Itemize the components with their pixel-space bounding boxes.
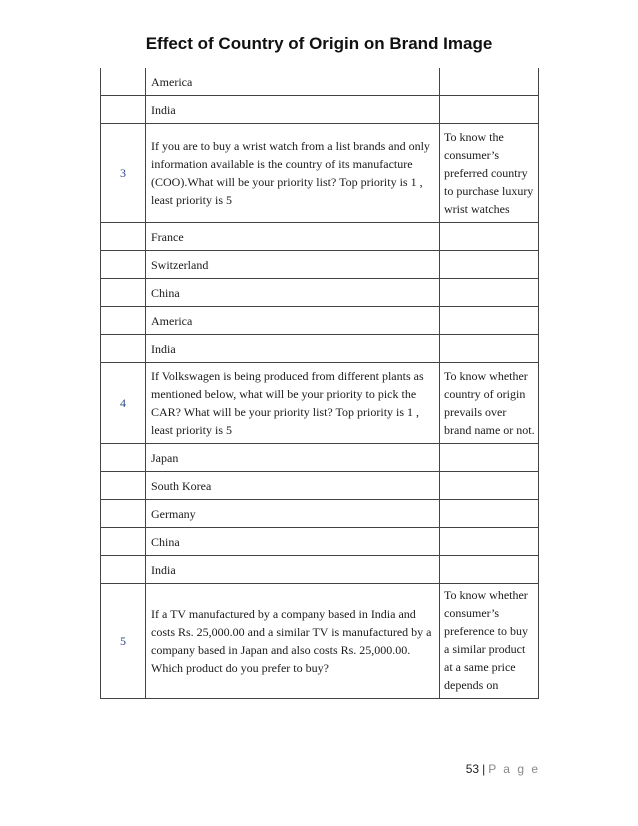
- question-number-cell: [101, 335, 146, 363]
- table-row: [101, 68, 539, 96]
- question-row: [101, 363, 539, 444]
- question-number-cell: [101, 307, 146, 335]
- table-row: [101, 223, 539, 251]
- question-number-cell: [101, 528, 146, 556]
- objective-cell: [440, 279, 539, 307]
- objective-cell: [440, 500, 539, 528]
- objective-cell: To know the consumer’s preferred country to purchase luxury wrist watches: [440, 124, 539, 223]
- question-number-cell: 5: [101, 584, 146, 699]
- question-number-cell: [101, 556, 146, 584]
- objective-cell: To know whether country of origin prevails over brand name or not.: [440, 363, 539, 444]
- question-text-cell: If you are to buy a wrist watch from a list brands and only information available is the country of its manufacture (COO).What will be your priority list? Top priority is 1 , least priority is 5: [146, 124, 440, 223]
- objective-cell: [440, 96, 539, 124]
- table-row: [101, 444, 539, 472]
- question-number-cell: [101, 500, 146, 528]
- option-cell: India: [146, 556, 440, 584]
- page-header-title: Effect of Country of Origin on Brand Image: [145, 34, 493, 53]
- page-label: P a g e: [488, 762, 540, 776]
- table-row: [101, 96, 539, 124]
- question-row: [101, 124, 539, 223]
- option-cell: South Korea: [146, 472, 440, 500]
- option-cell: China: [146, 528, 440, 556]
- table-row: [101, 251, 539, 279]
- question-number-cell: [101, 472, 146, 500]
- option-cell: France: [146, 223, 440, 251]
- table-row: [101, 556, 539, 584]
- footer-separator: |: [482, 762, 486, 776]
- table-row: [101, 472, 539, 500]
- table-row: [101, 528, 539, 556]
- option-cell: America: [146, 68, 440, 96]
- option-cell: Germany: [146, 500, 440, 528]
- option-cell: India: [146, 96, 440, 124]
- table-row: [101, 500, 539, 528]
- objective-cell: To know whether consumer’s preference to buy a similar product at a same price depends on: [440, 584, 539, 699]
- objective-cell: [440, 472, 539, 500]
- question-text-cell: If a TV manufactured by a company based in India and costs Rs. 25,000.00 and a similar TV is manufactured by a company based in Japan and also costs Rs. 25,000.00. Which product do you prefer to buy?: [146, 584, 440, 699]
- question-row: [101, 584, 539, 699]
- objective-cell: [440, 68, 539, 96]
- question-number-cell: [101, 223, 146, 251]
- objective-cell: [440, 335, 539, 363]
- objective-cell: [440, 251, 539, 279]
- table-row: [101, 279, 539, 307]
- objective-cell: [440, 528, 539, 556]
- page-footer: [466, 762, 540, 776]
- page-number: 53: [465, 762, 480, 776]
- table-row: [101, 335, 539, 363]
- question-number-cell: [101, 251, 146, 279]
- objective-cell: [440, 223, 539, 251]
- option-cell: China: [146, 279, 440, 307]
- question-text-cell: If Volkswagen is being produced from different plants as mentioned below, what will be your priority to pick the CAR? What will be your priority list? Top priority is 1 , least priority is 5: [146, 363, 440, 444]
- survey-table: [100, 68, 539, 699]
- question-number-cell: 3: [101, 124, 146, 223]
- option-cell: India: [146, 335, 440, 363]
- option-cell: Japan: [146, 444, 440, 472]
- objective-cell: [440, 556, 539, 584]
- question-number-cell: [101, 68, 146, 96]
- table-row: [101, 307, 539, 335]
- option-cell: America: [146, 307, 440, 335]
- question-number-cell: 4: [101, 363, 146, 444]
- option-cell: Switzerland: [146, 251, 440, 279]
- objective-cell: [440, 444, 539, 472]
- objective-cell: [440, 307, 539, 335]
- question-number-cell: [101, 279, 146, 307]
- question-number-cell: [101, 444, 146, 472]
- question-number-cell: [101, 96, 146, 124]
